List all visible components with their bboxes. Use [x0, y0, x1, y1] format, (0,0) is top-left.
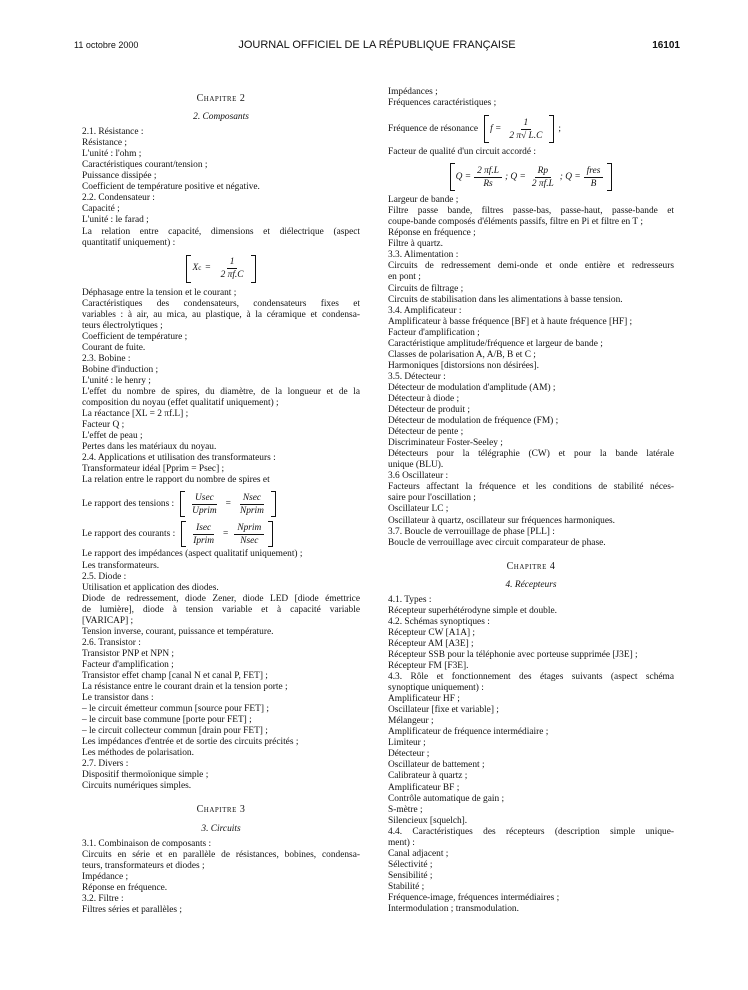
- paragraph-line: en pont ;: [388, 272, 421, 283]
- list-block: [388, 595, 674, 672]
- text-line: Récepteur superhétérodyne simple et double.: [388, 605, 557, 616]
- list-block: [388, 228, 674, 261]
- text-line: Réponse en fréquence.: [82, 882, 168, 893]
- fraction-denominator: 2 πf.C: [220, 270, 244, 281]
- list-block: [388, 195, 674, 206]
- text-line: Coefficient de température positive et négative.: [82, 182, 260, 193]
- paragraph-line: coupe-bande composés d'éléments passifs, filtre en Pi et filtre en T ;: [388, 217, 643, 228]
- text-line: Mélangeur ;: [388, 716, 434, 727]
- text-line: Les méthodes de polarisation.: [82, 748, 194, 759]
- chapter-heading: Chapitre 4: [506, 560, 556, 572]
- fraction-numerator: Nsec: [240, 492, 264, 505]
- text-line: 2.5. Diode :: [82, 571, 127, 582]
- fraction-denominator: Iprim: [193, 535, 215, 546]
- text-line: Stabilité ;: [388, 881, 425, 892]
- current-ratio-formula: [82, 521, 360, 547]
- list-block: [82, 627, 360, 793]
- text-line: Coefficient de température ;: [82, 331, 188, 342]
- paragraph-line: Facteurs affectant la fréquence et les conditions de stabilité néces-: [388, 482, 674, 493]
- text-line: Détecteur de modulation d'amplitude (AM) ;: [388, 382, 556, 393]
- fraction-denominator: Nprim: [239, 505, 264, 516]
- text-line: Bobine d'induction ;: [82, 364, 159, 375]
- paragraph-line: Facteur de qualité d'un circuit accordé :: [388, 147, 536, 158]
- text-line: Silencieux [squelch].: [388, 815, 468, 826]
- right-column: [388, 87, 674, 915]
- text-line: Transistor PNP et NPN ;: [82, 648, 175, 659]
- text-line: Réponse en fréquence ;: [388, 228, 476, 239]
- fraction-numerator: 1: [521, 117, 532, 130]
- resonance-frequency-formula: [388, 115, 674, 143]
- fraction-numerator: Usec: [192, 492, 217, 505]
- paragraph-line: Diode de redressement, diode Zener, diode LED [diode émettrice: [82, 593, 360, 604]
- paragraph-line: teurs, transformateurs et diodes ;: [82, 860, 205, 871]
- formula-equals: =: [225, 498, 231, 509]
- text-line: Amplificateur à basse fréquence [BF] et à haute fréquence [HF] ;: [388, 316, 633, 327]
- formula-fraction: [584, 165, 604, 190]
- text-line: Le transistor dans :: [82, 693, 154, 704]
- formula-lhs: ; Q =: [559, 171, 581, 182]
- text-line: Amplificateur de fréquence intermédiaire ;: [388, 727, 549, 738]
- paragraph-line: teurs électrolytiques ;: [82, 320, 163, 331]
- formula-fraction: [474, 165, 502, 190]
- list-block: [388, 504, 674, 548]
- fraction-denominator: 2 π√ L.C: [509, 130, 543, 141]
- list-block: [388, 694, 674, 827]
- formula-lhs: Q =: [455, 171, 472, 182]
- text-line: Facteur d'amplification ;: [388, 327, 480, 338]
- fraction-numerator: 1: [227, 256, 238, 269]
- text-line: La résistance entre le courant drain et la tension porte ;: [82, 682, 288, 693]
- text-line: Amplificateur HF ;: [388, 694, 460, 705]
- fraction-numerator: Nprim: [234, 522, 264, 535]
- formula-fraction: [234, 522, 264, 547]
- list-block: [82, 332, 360, 387]
- text-line: Détecteur à diode ;: [388, 393, 460, 404]
- list-block: [82, 839, 360, 850]
- fraction-denominator: B: [590, 178, 597, 189]
- formula-lhs: ; Q =: [504, 171, 526, 182]
- text-line: Circuits numériques simples.: [82, 781, 192, 792]
- text-line: Calibrateur à quartz ;: [388, 771, 468, 782]
- text-line: 2.3. Bobine :: [82, 353, 131, 364]
- fraction-denominator: Rs: [483, 178, 493, 189]
- text-line: Sensibilité ;: [388, 870, 433, 881]
- text-line: Filtre à quartz.: [388, 239, 443, 250]
- text-line: Amplificateur BF ;: [388, 782, 460, 793]
- left-column: [82, 87, 360, 916]
- fraction-denominator: 2 πf.L: [531, 178, 554, 189]
- formula-fraction: [218, 256, 247, 281]
- text-line: 3.5. Détecteur :: [388, 371, 446, 382]
- fraction-numerator: 2 πf.L: [474, 165, 502, 178]
- paragraph-line: ment) :: [388, 837, 415, 848]
- formula-lhs: X: [192, 263, 199, 274]
- text-line: Résistance ;: [82, 138, 128, 149]
- formula-equals: =: [205, 263, 211, 274]
- text-line: Harmoniques [distorsions non désirées].: [388, 360, 540, 371]
- text-line: Le rapport des impédances (aspect qualitatif uniquement) ;: [82, 549, 303, 560]
- text-line: Oscillateur LC ;: [388, 504, 449, 515]
- formula-sub: c: [198, 264, 202, 273]
- text-line: 4.2. Schémas synoptiques :: [388, 616, 490, 627]
- text-line: Limiteur ;: [388, 738, 426, 749]
- paragraph-line: quantitatif uniquement) :: [82, 237, 176, 248]
- text-line: Transformateur idéal [Pprim = Psec] ;: [82, 464, 225, 475]
- text-line: Caractéristique amplitude/fréquence et largeur de bande ;: [388, 338, 603, 349]
- text-line: Canal adjacent ;: [388, 848, 449, 859]
- paragraph-line: Détecteurs pour la télégraphie (CW) et pour la bande latérale: [388, 449, 674, 460]
- text-line: Sélectivité ;: [388, 859, 433, 870]
- text-line: Transistor effet champ [canal N et canal P, FET] ;: [82, 670, 268, 681]
- list-block: [82, 549, 360, 593]
- text-line: 2.7. Divers :: [82, 759, 129, 770]
- text-line: Caractéristiques courant/tension ;: [82, 160, 208, 171]
- paragraph-line: variables : à air, au mica, au plastique, à la céramique et condensa-: [82, 309, 360, 320]
- list-block: [82, 127, 360, 226]
- paragraph-line: 4.4. Caractéristiques des récepteurs (description simple unique-: [388, 826, 674, 837]
- voltage-ratio-formula: [82, 491, 360, 517]
- fraction-denominator: Uprim: [192, 505, 217, 516]
- section-title: 2. Composants: [193, 112, 249, 123]
- formula-label: Fréquence de résonance: [388, 123, 479, 134]
- formula-fraction: [506, 117, 545, 142]
- paragraph-line: La relation entre capacité, dimensions et diélectrique (aspect: [82, 226, 360, 237]
- text-line: L'unité : le farad ;: [82, 215, 149, 226]
- section-title: 4. Récepteurs: [505, 579, 557, 590]
- text-line: S-mètre ;: [388, 804, 423, 815]
- chapter-heading: Chapitre 3: [196, 804, 246, 816]
- text-line: Récepteur SSB pour la téléphonie avec porteuse supprimée [J3E] ;: [388, 649, 638, 660]
- formula-fraction: [237, 492, 267, 517]
- text-line: Contrôle automatique de gain ;: [388, 793, 505, 804]
- text-line: Impédance ;: [82, 871, 129, 882]
- text-line: Discriminateur Foster-Seeley ;: [388, 438, 503, 449]
- text-line: Circuits de filtrage ;: [388, 283, 464, 294]
- text-line: L'unité : l'ohm ;: [82, 149, 142, 160]
- text-line: L'unité : le henry ;: [82, 375, 151, 386]
- paragraph-line: 4.3. Rôle et fonctionnement des étages suivants (aspect schéma: [388, 672, 674, 683]
- text-line: Récepteur FM [F3E].: [388, 661, 469, 672]
- paragraph-line: Circuits en série et en parallèle de résistances, bobines, condensa-: [82, 849, 360, 860]
- paragraph-line: [VARICAP] ;: [82, 615, 134, 626]
- formula-fraction: [189, 492, 219, 517]
- page-header: [74, 40, 680, 54]
- text-line: 3.7. Boucle de verrouillage de phase [PLL] :: [388, 526, 555, 537]
- text-line: Oscillateur de battement ;: [388, 760, 485, 771]
- text-line: Filtres séries et parallèles ;: [82, 904, 182, 915]
- header-date: 11 octobre 2000: [74, 40, 139, 50]
- text-line: 3.2. Filtre :: [82, 893, 124, 904]
- paragraph-line: synoptique uniquement) :: [388, 683, 484, 694]
- list-block: [388, 849, 674, 915]
- text-line: Intermodulation ; transmodulation.: [388, 904, 519, 915]
- chapter-heading: Chapitre 2: [196, 93, 246, 104]
- text-line: Récepteur CW [A1A] ;: [388, 627, 476, 638]
- fraction-numerator: Isec: [193, 522, 214, 535]
- capacitive-reactance-formula: [82, 255, 360, 283]
- text-line: Fréquences caractéristiques ;: [388, 98, 497, 109]
- text-line: Oscillateur à quartz, oscillateur sur fréquences harmoniques.: [388, 515, 615, 526]
- list-block: [82, 288, 360, 299]
- paragraph-line: Circuits de redressement demi-onde et onde entière et redresseurs: [388, 261, 674, 272]
- text-line: Capacité ;: [82, 204, 120, 215]
- formula-fraction: [190, 522, 217, 547]
- paragraph-line: composition du noyau (effet qualitatif uniquement) ;: [82, 398, 279, 409]
- formula-label: Le rapport des courants :: [82, 528, 176, 539]
- list-block: [388, 284, 674, 450]
- list-block: [82, 420, 360, 475]
- text-line: 2.4. Applications et utilisation des transformateurs :: [82, 453, 276, 464]
- text-line: 3.4. Amplificateur :: [388, 305, 462, 316]
- paragraph-line: saire pour l'oscillation ;: [388, 493, 476, 504]
- text-line: Facteur d'amplification ;: [82, 659, 174, 670]
- text-line: Oscillateur [fixe et variable] ;: [388, 705, 499, 716]
- text-line: 3.3. Alimentation :: [388, 250, 459, 261]
- text-line: Détecteur de produit ;: [388, 405, 470, 416]
- paragraph-line: unique (BLU).: [388, 460, 444, 471]
- list-block: [82, 872, 360, 916]
- text-line: Détecteur de modulation de fréquence (FM) ;: [388, 416, 559, 427]
- text-line: Tension inverse, courant, puissance et température.: [82, 626, 274, 637]
- text-line: Largeur de bande ;: [388, 195, 459, 206]
- formula-equals: =: [223, 528, 229, 539]
- paragraph-line: L'effet du nombre de spires, du diamètre, de la longueur et de la: [82, 387, 360, 398]
- text-line: Déphasage entre la tension et le courant ;: [82, 287, 237, 298]
- fraction-numerator: Rp: [535, 165, 551, 178]
- quality-factor-formula: [388, 163, 674, 191]
- formula-lhs: f =: [490, 123, 502, 134]
- text-line: Dispositif thermoïonique simple ;: [82, 770, 209, 781]
- text-line: – le circuit émetteur commun [source pour FET] ;: [82, 704, 269, 715]
- text-line: Boucle de verrouillage avec circuit comparateur de phase.: [388, 537, 606, 548]
- text-line: 4.1. Types :: [388, 594, 432, 605]
- text-line: 2.1. Résistance :: [82, 127, 144, 138]
- text-line: – le circuit collecteur commun [drain pour FET] ;: [82, 726, 268, 737]
- text-line: Classes de polarisation A, A/B, B et C ;: [388, 349, 536, 360]
- text-line: Impédances ;: [388, 87, 438, 97]
- formula-label: Le rapport des tensions :: [82, 498, 175, 509]
- text-line: 2.6. Transistor :: [82, 637, 141, 648]
- text-line: Récepteur AM [A3E] ;: [388, 638, 474, 649]
- text-line: – le circuit base commune [porte pour FET] ;: [82, 715, 252, 726]
- text-line: 3.6 Oscillateur :: [388, 471, 449, 482]
- page-number: 16101: [652, 40, 680, 51]
- section-title: 3. Circuits: [201, 823, 241, 834]
- list-block: [388, 471, 674, 482]
- list-block: [388, 87, 674, 109]
- text-line: Fréquence-image, fréquences intermédiaires ;: [388, 893, 560, 903]
- fraction-denominator: Nsec: [240, 535, 259, 546]
- text-line: Pertes dans les matériaux du noyau.: [82, 442, 217, 453]
- text-line: L'effet de peau ;: [82, 431, 143, 442]
- formula-fraction: [529, 165, 557, 190]
- paragraph-line: La relation entre le rapport du nombre de spires et: [82, 475, 270, 486]
- text-line: 3.1. Combinaison de composants :: [82, 838, 212, 849]
- formula-tail: ;: [558, 123, 561, 134]
- fraction-numerator: fres: [584, 165, 604, 178]
- text-line: Utilisation et application des diodes.: [82, 582, 219, 593]
- journal-title: JOURNAL OFFICIEL DE LA RÉPUBLIQUE FRANÇAISE: [238, 39, 516, 51]
- text-line: Les impédances d'entrée et de sortie des circuits précités ;: [82, 737, 299, 748]
- paragraph-line: Caractéristiques des condensateurs, condensateurs fixes et: [82, 298, 360, 309]
- text-line: Détecteur ;: [388, 749, 430, 760]
- reactance-line: La réactance [XL = 2 πf.L] ;: [82, 409, 189, 420]
- text-line: Puissance dissipée ;: [82, 171, 157, 182]
- paragraph-line: de lumière], diode à tension variable et à capacité variable: [82, 604, 360, 615]
- paragraph-line: Filtre passe bande, filtres passe-bas, passe-haut, passe-bande et: [388, 206, 674, 217]
- text-line: 2.2. Condensateur :: [82, 193, 155, 204]
- text-line: Détecteur de pente ;: [388, 427, 464, 438]
- text-line: Courant de fuite.: [82, 342, 146, 353]
- text-line: Facteur Q ;: [82, 420, 125, 431]
- text-line: Circuits de stabilisation dans les alimentations à basse tension.: [388, 294, 623, 305]
- text-line: Les transformateurs.: [82, 560, 160, 571]
